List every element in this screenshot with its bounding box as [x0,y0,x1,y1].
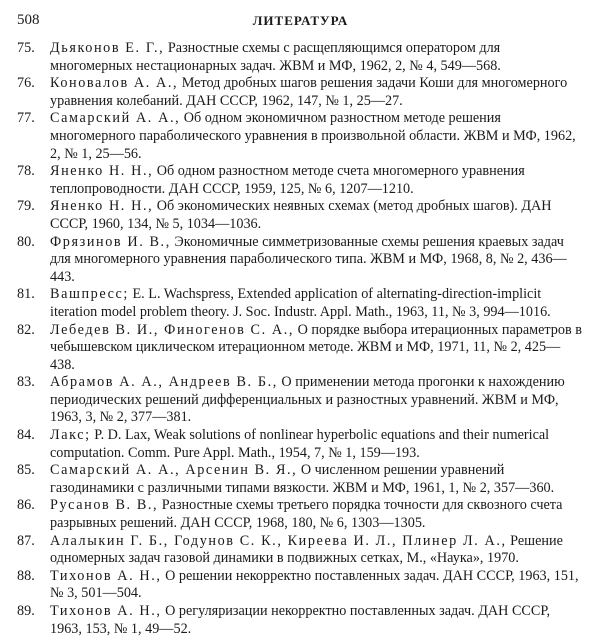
reference-authors: Яненко Н. Н., [50,198,154,215]
reference-item [17,427,584,462]
reference-number: 78. [17,163,35,180]
reference-number: 89. [17,603,35,619]
reference-details: О решении некорректно поставленных задач. ДАН СССР, 1963, 151, № 3, 501—504. [50,567,579,602]
reference-details: О численном решении уравнений газодинамики с различными типами вязкости. ЖВМ и МФ, 1961, 1, № 2, 357—360. [50,462,555,496]
reference-text [50,75,584,110]
reference-number: 77. [17,110,35,127]
reference-details: О регуляризации некорректно поставленных задач. ДАН СССР, 1963, 153, № 1, 49—52. [50,603,550,637]
reference-text [50,163,584,198]
reference-number: 82. [17,321,35,338]
reference-item [17,75,584,110]
reference-item [17,603,584,638]
reference-details: Об одном экономичном разностном методе решения многомерного параболического уравнения в произвольной области. ЖВМ и МФ, 1962, 2, № 1, 25—56. [50,110,576,162]
reference-authors: Тихонов А. Н., [50,603,162,619]
reference-authors: Тихонов А. Н., [50,567,162,584]
reference-authors: Дьяконов Е. Г., [50,40,165,56]
page-header [17,12,584,34]
reference-item [17,40,584,75]
reference-details: P. D. Lax, Weak solutions of nonlinear hyperbolic equations and their numerical computation. Comm. Pure Appl. Math., 1954, 7, № 1, 159—193. [50,427,550,461]
reference-authors: Алалыкин Г. Б., Годунов С. К., Киреева И. Л., Плинер Л. А., [50,532,507,549]
reference-details: E. L. Wachspress, Extended application of alternating-direction-implicit iteration model problem theory. J. Soc. Industr. Appl. Math., 1963, 11, № 3, 994—1016. [50,286,551,320]
reference-text [50,533,584,568]
reference-details: Решение одномерных задач газовой динамики в подвижных сетках, М., «Наука», 1970. [50,532,563,567]
reference-text [50,234,584,287]
reference-item [17,234,584,287]
reference-authors: Русанов В. В., [50,497,159,514]
reference-details: Об экономических неявных схемах (метод дробных шагов). ДАН СССР, 1960, 134, № 5, 1034—1036. [50,198,552,232]
reference-authors: Лебедев В. И., Финогенов С. А., [50,321,295,338]
reference-text [50,110,584,163]
reference-details: О порядке выбора итерационных параметров в чебышевском циклическом итерационном методе. ЖВМ и МФ, 1971, 11, № 2, 425—438. [50,321,582,373]
reference-number: 87. [17,532,35,549]
reference-number: 75. [17,40,35,56]
reference-item [17,374,584,427]
reference-number: 88. [17,567,35,584]
reference-item [17,322,584,375]
running-head: ЛИТЕРАТУРА [252,13,349,28]
reference-text [50,198,584,233]
reference-text [50,40,584,75]
reference-number: 80. [17,233,35,250]
reference-text [50,427,584,462]
reference-details: Метод дробных шагов решения задачи Коши для многомерного уравнения колебаний. ДАН СССР, 1962, 147, № 1, 25—27. [50,75,568,109]
reference-item [17,286,584,321]
reference-authors: Абрамов А. А., Андреев В. Б., [50,374,278,391]
reference-list [17,40,584,638]
reference-number: 76. [17,75,35,92]
reference-item [17,568,584,603]
reference-details: О применении метода прогонки к нахождению периодических решений дифференциальных и разностных уравнений. ЖВМ и МФ, 1963, 3, № 2, 377—381. [50,374,565,426]
reference-text [50,568,584,603]
reference-item [17,462,584,497]
reference-text [50,603,584,638]
reference-number: 83. [17,374,35,391]
reference-details: Об одном разностном методе счета многомерного уравнения теплопроводности. ДАН СССР, 1959, 125, № 6, 1207—1210. [50,163,525,197]
reference-number: 84. [17,427,35,444]
page-number: 508 [17,12,40,28]
reference-number: 81. [17,286,35,303]
reference-details: Разностные схемы третьего порядка точности для сквозного счета разрывных решений. ДАН СССР, 1968, 180, № 6, 1303—1305. [50,497,563,532]
reference-number: 86. [17,497,35,514]
reference-details: Экономичные симметризованные схемы решения краевых задач для многомерного уравнения параболического типа. ЖВМ и МФ, 1968, 8, № 2, 436—443. [50,233,567,285]
reference-text [50,322,584,375]
reference-authors: Самарский А. А., Арсенин В. Я., [50,462,298,479]
reference-item [17,198,584,233]
reference-authors: Фрязинов И. В., [50,233,171,250]
reference-number: 79. [17,198,35,215]
reference-item [17,497,584,532]
reference-authors: Яненко Н. Н., [50,163,154,180]
reference-text [50,286,584,321]
reference-text [50,497,584,532]
reference-item [17,110,584,163]
reference-details: Разностные схемы с расщепляющимся оператором для многомерных нестационарных задач. ЖВМ и МФ, 1962, 2, № 4, 549—568. [50,40,501,74]
reference-authors: Вашпресс; [50,286,129,303]
reference-text [50,462,584,497]
reference-text [50,374,584,427]
reference-authors: Самарский А. А., [50,110,181,127]
reference-item [17,163,584,198]
reference-authors: Лакс; [50,427,91,444]
reference-authors: Коновалов А. А., [50,75,179,92]
reference-item [17,533,584,568]
reference-number: 85. [17,462,35,479]
